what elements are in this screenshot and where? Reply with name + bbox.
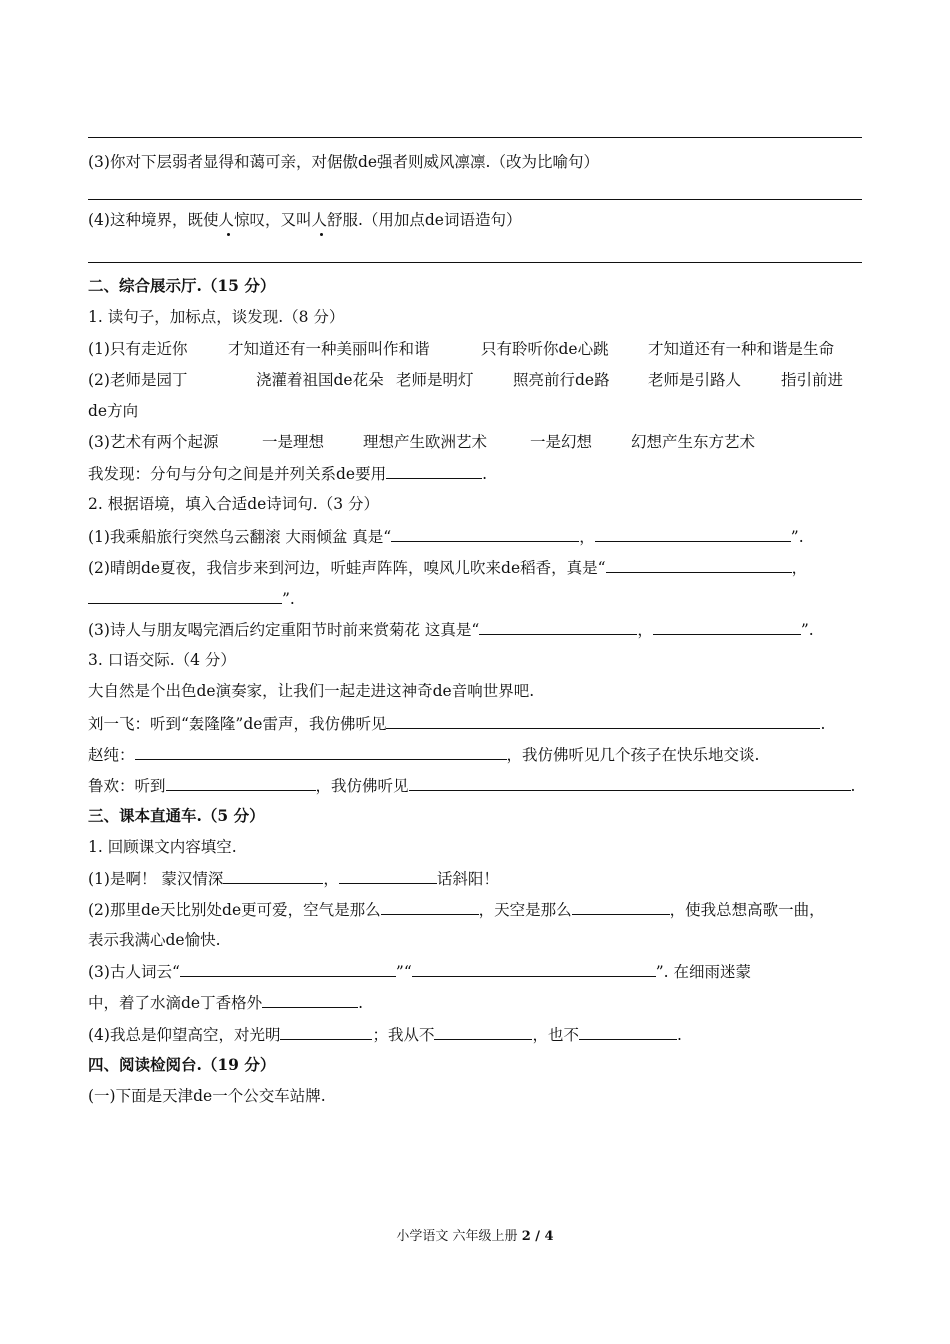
prompt-text: (2)那里de天比别处de更可爱，空气是那么 (88, 901, 381, 919)
question-2-1-title: 1. 读句子，加标点，谈发现.（8 分） (88, 308, 345, 326)
question-3-1-2-cont: 表示我满心de愉快. (88, 931, 221, 949)
clause: (3)艺术有两个起源 (88, 433, 219, 451)
prompt-text: ”. 在细雨迷蒙 (655, 963, 752, 981)
prompt-text: (2)晴朗de夏夜，我信步来到河边，听蛙声阵阵，嗅风儿吹来de稻香，真是“ (88, 559, 606, 577)
question-2-2-title: 2. 根据语境，填入合适de诗词句.（3 分） (88, 495, 380, 513)
clause: 只有聆听你de心跳 (481, 340, 609, 358)
section-3-heading: 三、课本直通车.（5 分） (88, 806, 265, 825)
answer-blank[interactable] (280, 1024, 372, 1040)
question-2-2-1 (88, 526, 804, 547)
punctuation: . (358, 994, 364, 1012)
prompt-text: 鲁欢：听到 (88, 777, 166, 795)
finding-text: 我发现：分句与分句之间是并列关系de要用 (88, 465, 387, 483)
answer-blank[interactable] (223, 868, 323, 884)
answer-blank[interactable] (386, 463, 482, 479)
prompt-text: ，天空是那么 (478, 901, 572, 919)
punctuation: ”. (800, 621, 814, 639)
question-3-1-title: 1. 回顾课文内容填空. (88, 838, 237, 856)
punctuation: ， (791, 559, 808, 577)
prompt-text: 赵纯： (88, 746, 135, 764)
punctuation: ”. (790, 528, 804, 546)
clause: 照亮前行de路 (513, 371, 610, 389)
clause: 一是幻想 (530, 433, 593, 451)
answer-blank[interactable] (579, 1024, 677, 1040)
answer-blank[interactable] (412, 961, 656, 977)
punctuation: ， (323, 870, 339, 888)
sentence-2-1-2-cont: de方向 (88, 402, 139, 420)
answer-blank[interactable] (653, 619, 801, 635)
clause: 一是理想 (262, 433, 325, 451)
question-2-2-3 (88, 619, 814, 640)
answer-blank[interactable] (88, 588, 282, 604)
question-3-1-3 (88, 961, 751, 982)
prompt-text: ，使我总想高歌一曲， (669, 901, 825, 919)
punctuation: . (850, 777, 856, 795)
clause: 才知道还有一种美丽叫作和谐 (228, 340, 430, 358)
emphasis-dot (227, 233, 230, 236)
prompt-text: (1)是啊！ 蒙汉情深 (88, 870, 224, 888)
question-2-2-2-cont (88, 588, 295, 609)
prompt-text: (4)我总是仰望高空，对光明 (88, 1026, 281, 1044)
question-3-1-2 (88, 899, 825, 920)
answer-line (88, 137, 862, 138)
punctuation: . (820, 715, 826, 733)
question-3-1-4 (88, 1024, 682, 1045)
answer-blank[interactable] (180, 961, 396, 977)
answer-blank[interactable] (381, 899, 479, 915)
page-footer (0, 1225, 950, 1244)
clause: 老师是引路人 (648, 371, 742, 389)
punctuation: ”“ (395, 963, 412, 981)
answer-line (88, 262, 862, 263)
answer-blank[interactable] (386, 713, 820, 729)
dialogue-liu (88, 713, 825, 734)
clause: (2)老师是园丁 (88, 371, 188, 389)
emphasis-dot (320, 233, 323, 236)
dialogue-lu (88, 775, 855, 796)
answer-blank[interactable] (479, 619, 637, 635)
prompt-text: (3)古人词云“ (88, 963, 180, 981)
answer-line (88, 199, 862, 200)
question-2-3-intro: 大自然是个出色de演奏家，让我们一起走进这神奇de音响世界吧. (88, 682, 535, 700)
prompt-text: 刘一飞：听到“轰隆隆”de雷声，我仿佛听见 (88, 715, 387, 733)
answer-blank[interactable] (391, 526, 579, 542)
answer-blank[interactable] (339, 868, 437, 884)
question-4-1: (一)下面是天津de一个公交车站牌. (88, 1087, 326, 1105)
question-1-4: (4)这种境界，既使人惊叹，又叫人舒服.（用加点de词语造句） (88, 211, 522, 229)
prompt-text: 话斜阳！ (436, 870, 499, 888)
clause: 幻想产生东方艺术 (631, 433, 756, 451)
punctuation: ， (579, 528, 595, 546)
prompt-text: ；我从不 (372, 1026, 435, 1044)
finding-line (88, 463, 487, 484)
question-2-3-title: 3. 口语交际.（4 分） (88, 651, 236, 669)
punctuation: . (677, 1026, 682, 1044)
answer-blank[interactable] (262, 992, 358, 1008)
answer-blank[interactable] (606, 557, 792, 573)
question-3-1-1 (88, 868, 499, 889)
question-2-2-2 (88, 557, 807, 578)
question-3-1-3-cont (88, 992, 363, 1013)
prompt-text: ，也不 (532, 1026, 579, 1044)
clause: 老师是明灯 (396, 371, 474, 389)
punctuation: ”. (282, 590, 295, 608)
question-1-3: (3)你对下层弱者显得和蔼可亲，对倨傲de强者则威风凛凛.（改为比喻句） (88, 153, 599, 171)
prompt-text: ，我仿佛听见 (315, 777, 409, 795)
prompt-text: ，我仿佛听见几个孩子在快乐地交谈. (506, 746, 760, 764)
section-4-heading: 四、阅读检阅台.（19 分） (88, 1055, 276, 1074)
answer-blank[interactable] (595, 526, 791, 542)
section-2-heading: 二、综合展示厅.（15 分） (88, 276, 276, 295)
answer-blank[interactable] (409, 775, 851, 791)
page-number: 2 / 4 (521, 1229, 554, 1244)
answer-blank[interactable] (166, 775, 316, 791)
dialogue-zhao (88, 744, 759, 765)
punctuation: . (482, 465, 488, 483)
clause: 才知道还有一种和谐是生命 (648, 340, 835, 358)
prompt-text: (3)诗人与朋友喝完酒后约定重阳节时前来赏菊花 这真是“ (88, 621, 480, 639)
clause: 指引前进 (781, 371, 844, 389)
footer-subject: 小学语文 六年级上册 (396, 1229, 518, 1244)
answer-blank[interactable] (572, 899, 670, 915)
answer-blank[interactable] (434, 1024, 532, 1040)
answer-blank[interactable] (135, 744, 507, 760)
clause: 理想产生欧洲艺术 (363, 433, 488, 451)
clause: (1)只有走近你 (88, 340, 188, 358)
prompt-text: 中，着了水滴de丁香格外 (88, 994, 263, 1012)
prompt-text: (1)我乘船旅行突然乌云翻滚 大雨倾盆 真是“ (88, 528, 392, 546)
clause: 浇灌着祖国de花朵 (256, 371, 384, 389)
punctuation: ， (637, 621, 653, 639)
